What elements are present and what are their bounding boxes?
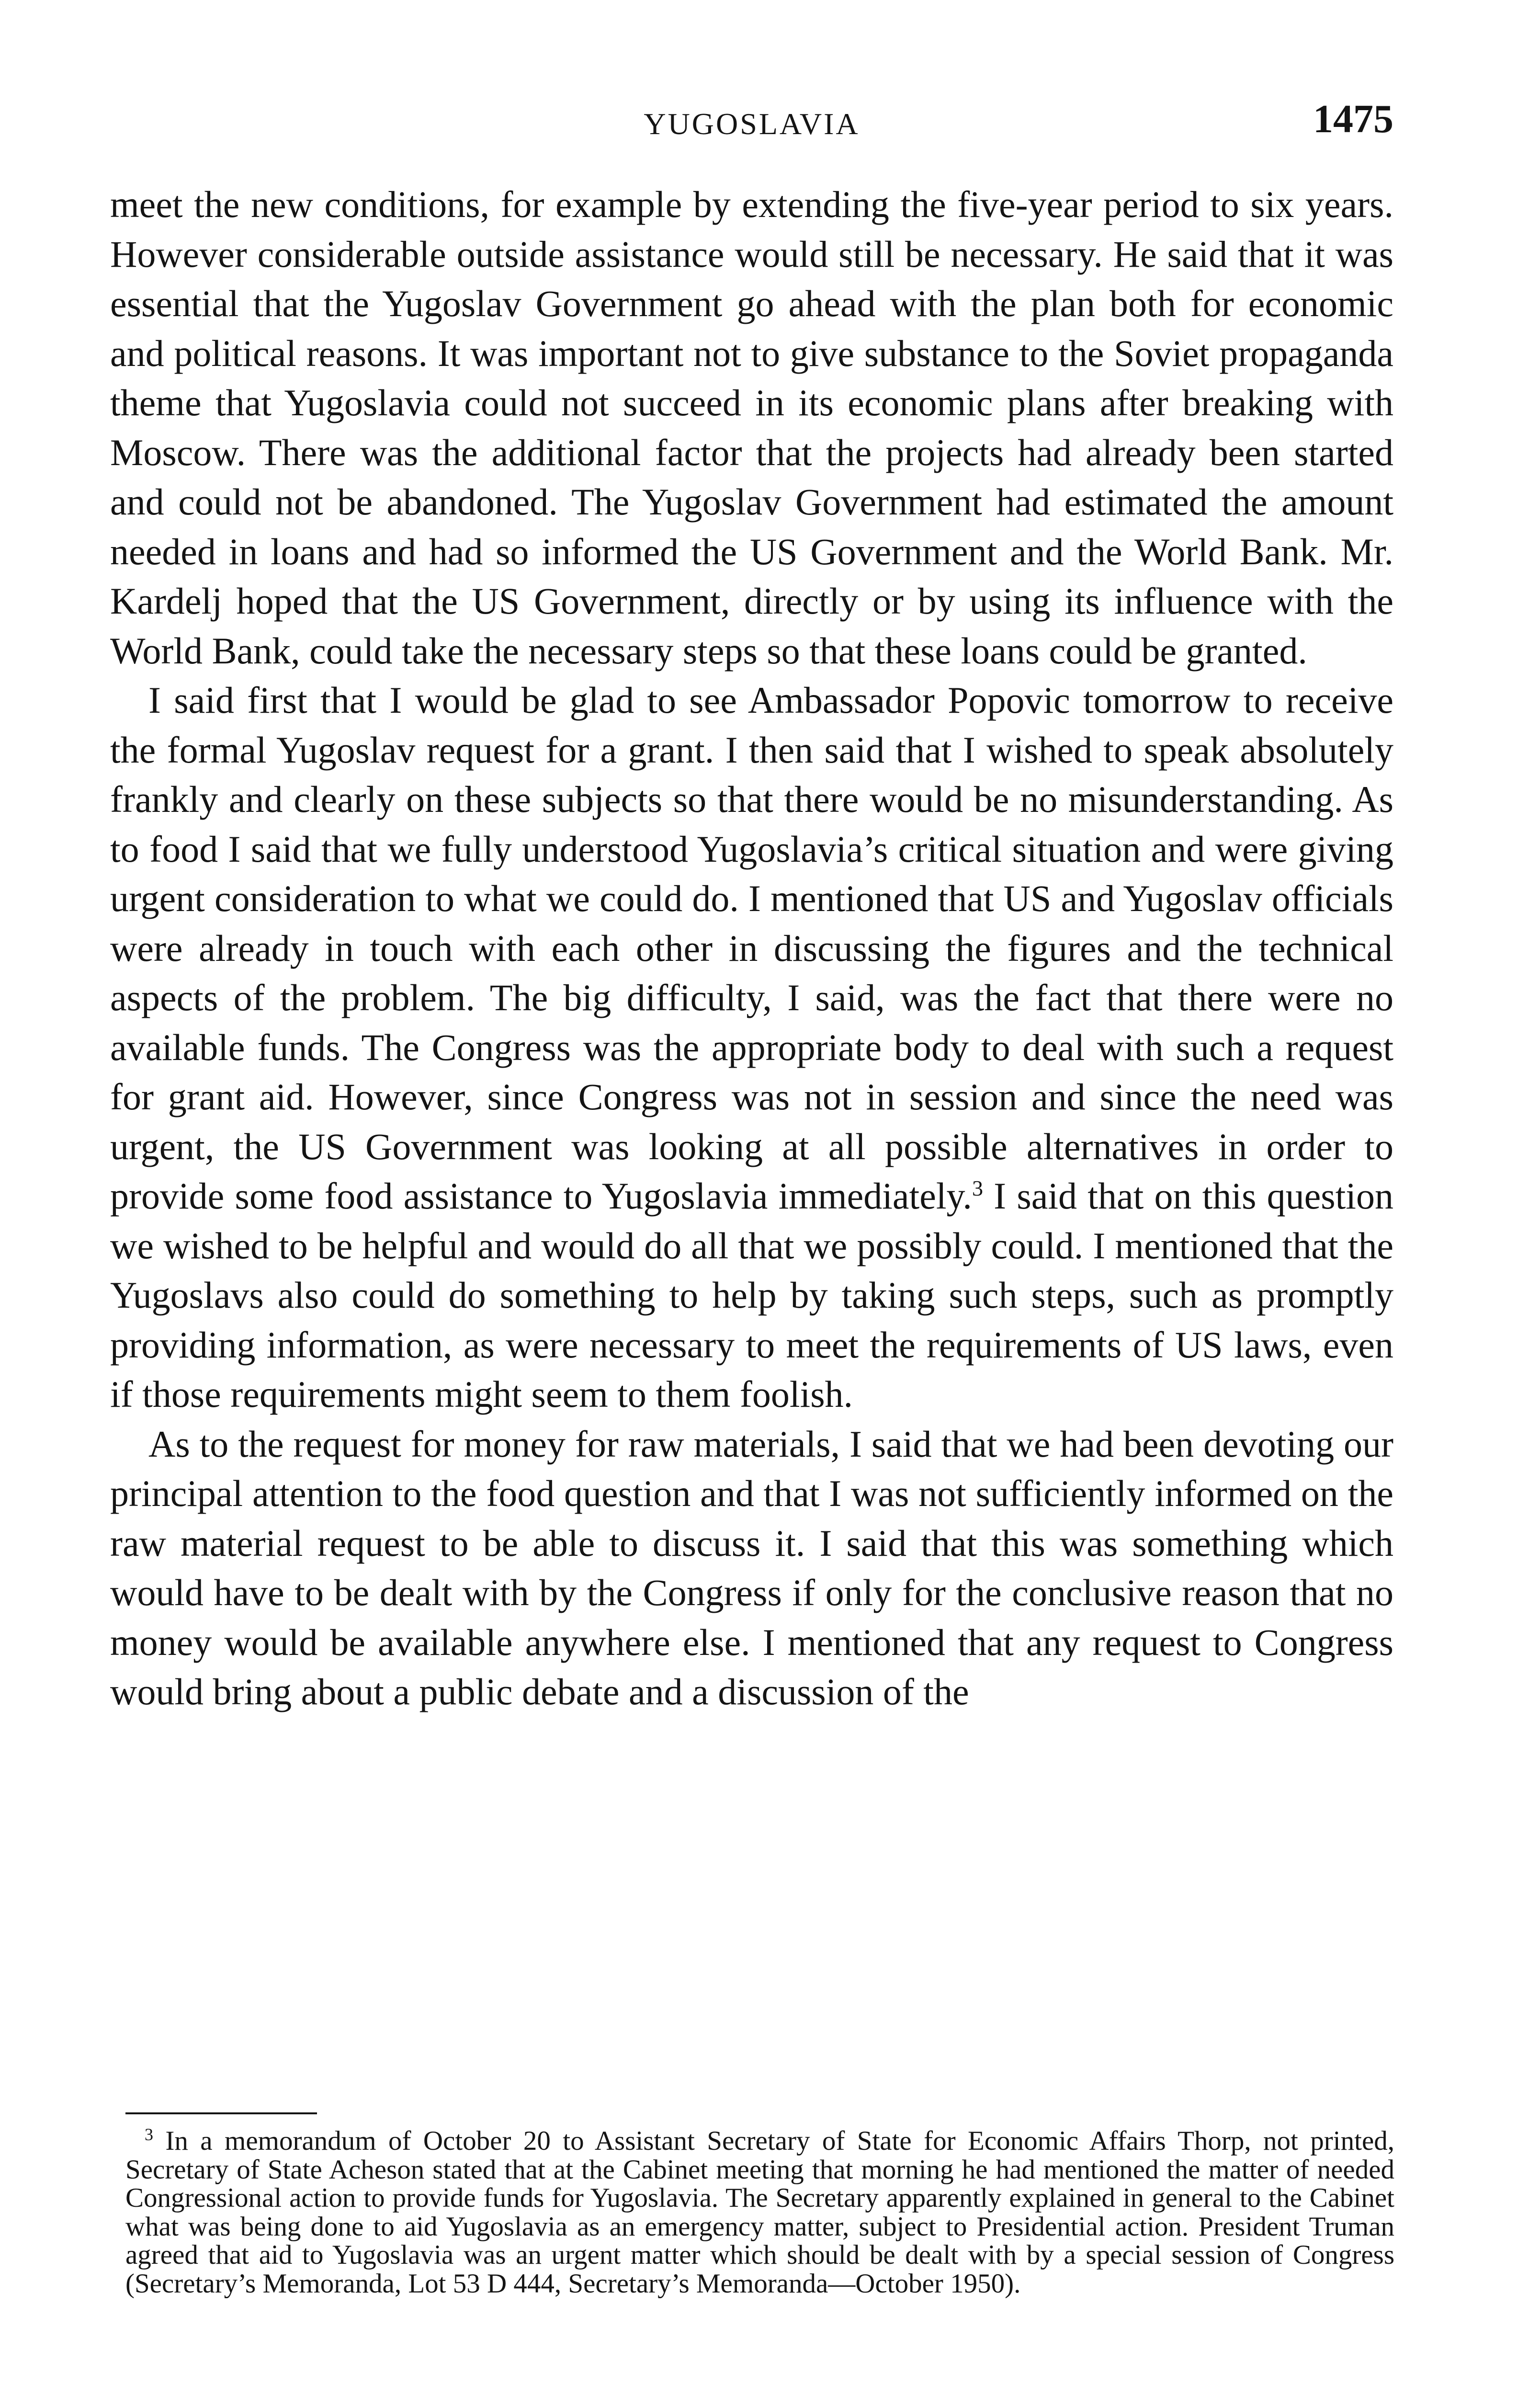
paragraph-3: As to the request for money for raw materials, I said that we had been devoting our principal attention to the food question and that I was not sufficiently informed on the raw material request to be able to discuss it. I said that this was something which would have to be dealt with by the Congress if only for the conclusive reason that no money would be available anywhere else. I mentioned that any request to Congress would bring about a public debate and a discussion of the <box>110 1423 1393 1712</box>
running-title: YUGOSLAVIA <box>644 107 860 141</box>
paragraph-2-part-1: I said first that I would be glad to see Ambassador Popovic tomorrow to receive the formal Yugoslav request for a grant. I then said that I wished to speak absolutely frankly and clearly on these subjects so that there would be no misunderstanding. As to food I said that we fully understood Yugoslavia’s critical situation and were giving urgent consideration to what we could do. I mentioned that US and Yugoslav officials were already in touch with each other in discussing the figures and the technical aspects of the problem. The big difficulty, I said, was the fact that there were no available funds. The Congress was the appropriate body to deal with such a request for grant aid. However, since Congress was not in session and since the need was urgent, the US Government was looking at all possible alternatives in order to provide some food assistance to Yugoslavia immediately. <box>110 679 1393 1217</box>
body-text <box>110 180 1393 1717</box>
footnote <box>125 2127 1394 2298</box>
footnote-marker: 3 <box>145 2125 153 2144</box>
paragraph-1: meet the new conditions, for example by extending the five-year period to six years. However considerable outside assistance would still be necessary. He said that it was essential that the Yugoslav Government go ahead with the plan both for economic and political reasons. It was important not to give substance to the Soviet propaganda theme that Yugoslavia could not succeed in its economic plans after breaking with Moscow. There was the additional factor that the projects had already been started and could not be abandoned. The Yugoslav Government had estimated the amount needed in loans and had so informed the US Government and the World Bank. Mr. Kardelj hoped that the US Government, directly or by using its influence with the World Bank, could take the necessary steps so that these loans could be granted. <box>110 183 1393 672</box>
running-head <box>110 96 1393 139</box>
paragraph-2-part-2: I said that on this question we wished to be helpful and would do all that we possibly could. I mentioned that the Yugoslavs also could do something to help by taking such steps, such as promptly providing information, as were necessary to meet the requirements of US laws, even if those requirements might seem to them foolish. <box>110 1175 1393 1415</box>
page-number: 1475 <box>1313 97 1393 141</box>
footnote-reference: 3 <box>972 1176 983 1200</box>
footnote-text: In a memorandum of October 20 to Assistant Secretary of State for Economic Affairs Thorp, not printed, Secretary of State Acheson stated that at the Cabinet meeting that morning he had mentioned the matter of needed Congressional action to provide funds for Yugoslavia. The Secretary apparently explained in general to the Cabinet what was being done to aid Yugoslavia as an emergency matter, subject to Presidential action. President Truman agreed that aid to Yugoslavia was an urgent matter which should be dealt with by a special session of Congress (Secretary’s Memoranda, Lot 53 D 444, Secretary’s Memoranda—October 1950). <box>125 2126 1395 2299</box>
footnote-rule <box>125 2112 317 2114</box>
paragraph-2 <box>110 675 1393 1419</box>
